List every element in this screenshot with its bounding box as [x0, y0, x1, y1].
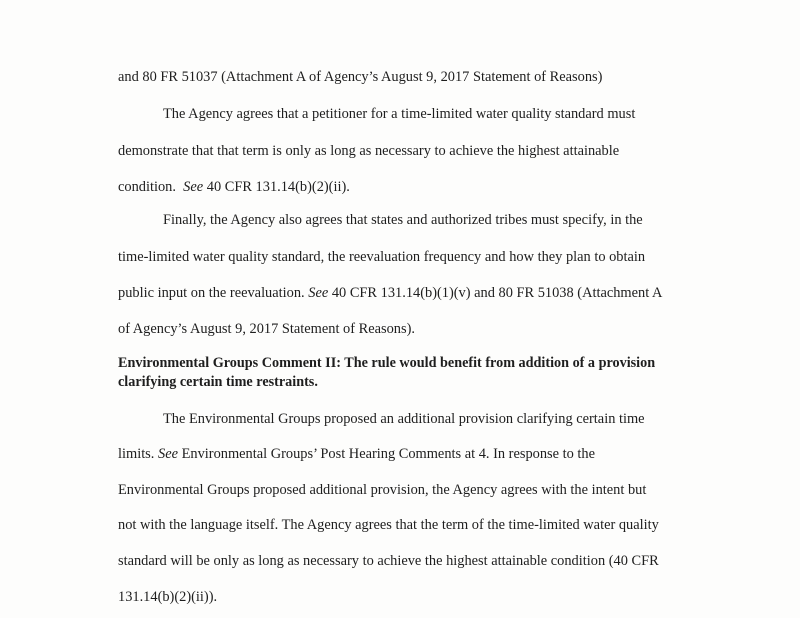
text-fragment: condition.: [118, 179, 176, 195]
citation-signal: See: [158, 446, 178, 462]
text-line: demonstrate that that term is only as long as necessary to achieve the highest attainable: [118, 143, 620, 159]
text-line: The Environmental Groups proposed an additional provision clarifying certain time: [163, 411, 645, 427]
citation-signal: See: [308, 285, 329, 301]
section-heading: clarifying certain time restraints.: [118, 374, 318, 390]
text-line: and 80 FR 51037 (Attachment A of Agency’s August 9, 2017 Statement of Reasons): [118, 69, 603, 85]
text-line: Environmental Groups proposed additional provision, the Agency agrees with the intent but: [118, 482, 647, 498]
citation-text: Environmental Groups’ Post Hearing Comments at 4. In response to the: [181, 446, 595, 462]
text-line: Finally, the Agency also agrees that states and authorized tribes must specify, in the: [163, 212, 643, 228]
text-fragment: limits.: [118, 446, 155, 462]
text-line: time-limited water quality standard, the reevaluation frequency and how they plan to obtain: [118, 249, 646, 265]
text-line: [118, 445, 595, 463]
text-line: of Agency’s August 9, 2017 Statement of Reasons).: [118, 321, 415, 337]
citation-text: 40 CFR 131.14(b)(2)(ii).: [206, 179, 350, 195]
citation-text: 40 CFR 131.14(b)(1)(v) and 80 FR 51038 (Attachment A: [331, 285, 663, 301]
citation-signal: See: [183, 179, 204, 195]
text-line: The Agency agrees that a petitioner for a time-limited water quality standard must: [163, 106, 636, 122]
text-line: standard will be only as long as necessary to achieve the highest attainable condition (40 CFR: [118, 553, 659, 569]
text-fragment: public input on the reevaluation.: [118, 285, 305, 301]
text-line: 131.14(b)(2)(ii)).: [118, 589, 218, 605]
text-line: [118, 284, 662, 302]
text-line: [118, 178, 350, 196]
section-heading: Environmental Groups Comment II: The rule would benefit from addition of a provision: [118, 355, 656, 371]
text-line: not with the language itself. The Agency agrees that the term of the time-limited water quality: [118, 517, 659, 533]
